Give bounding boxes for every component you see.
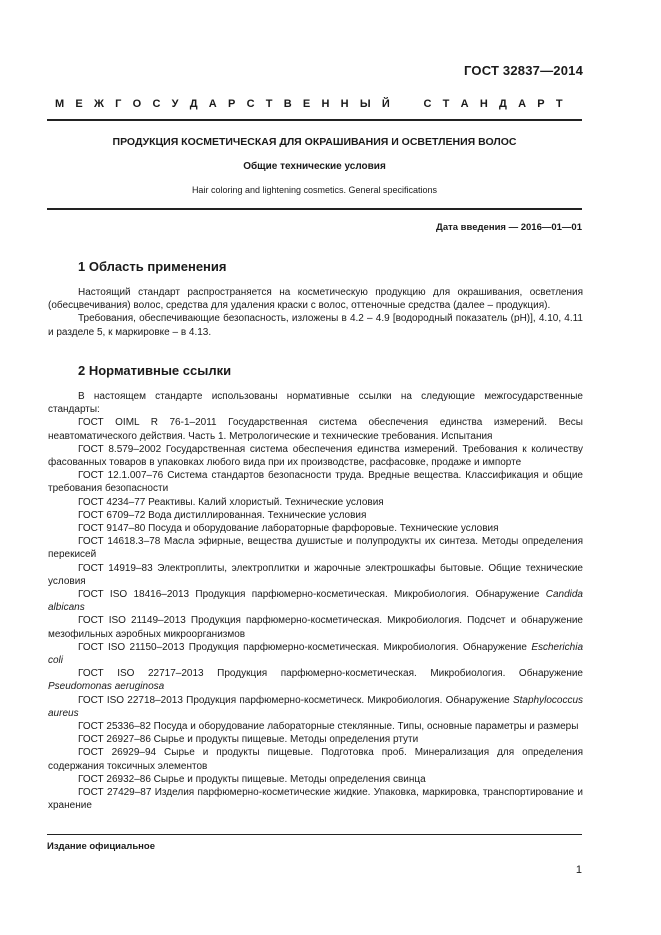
banner-letter: Н bbox=[340, 98, 349, 110]
reference-text: ГОСТ ISO 22717–2013 Продукция парфюмерно-косметическая. Микробиология. Обнаружение bbox=[78, 668, 583, 680]
footer-rule bbox=[47, 834, 582, 835]
banner-letter: М bbox=[55, 98, 65, 110]
normative-reference bbox=[48, 496, 583, 509]
interstate-standard-banner bbox=[55, 98, 563, 110]
reference-text: ГОСТ 26927–86 Сырье и продукты пищевые. Методы определения ртути bbox=[78, 734, 419, 746]
normative-reference bbox=[48, 522, 583, 535]
section-1-body bbox=[48, 286, 583, 339]
normative-reference bbox=[48, 773, 583, 786]
reference-text: ГОСТ 4234–77 Реактивы. Калий хлористый. Технические условия bbox=[78, 496, 384, 508]
reference-text: ГОСТ ISO 21150–2013 Продукция парфюмерно-косметическая. Микробиология. Обнаружение bbox=[78, 641, 527, 653]
reference-text: ГОСТ 14919–83 Электроплиты, электроплитки и жарочные электрошкафы бытовые. Общие технические условия bbox=[48, 562, 583, 587]
organism-name: Pseudomonas aeruginosa bbox=[48, 681, 165, 693]
reference-text: ГОСТ 12.1.007–76 Система стандартов безопасности труда. Вредные вещества. Классификация и общие требования безопасности bbox=[48, 470, 583, 495]
banner-letter: Г bbox=[115, 98, 122, 110]
banner-letter: С bbox=[423, 98, 432, 110]
section-1-paragraph: Требования, обеспечивающие безопасность, изложены в 4.2 – 4.9 [водородный показатель (pH)], 4.10, 4.11 и разделе 5, к маркировке – в 4.13. bbox=[48, 313, 583, 338]
normative-reference bbox=[48, 562, 583, 588]
reference-text: ГОСТ ISO 18416–2013 Продукция парфюмерно-косметическая. Микробиология. Обнаружение bbox=[78, 589, 540, 601]
normative-reference bbox=[48, 509, 583, 522]
banner-letter: Ж bbox=[93, 98, 104, 110]
banner-letter: Р bbox=[227, 98, 236, 110]
english-title: Hair coloring and lightening cosmetics. General specifications bbox=[191, 185, 438, 195]
normative-reference bbox=[48, 588, 583, 614]
banner-letter: А bbox=[518, 98, 527, 110]
organism-name: Escherichia coli bbox=[48, 641, 584, 667]
organism-name: Candida albicans bbox=[48, 589, 583, 614]
normative-reference bbox=[48, 720, 583, 733]
banner-letter: Н bbox=[321, 98, 330, 110]
reference-text: ГОСТ OIML R 76-1–2011 Государственная система обеспечения единства измерений. Весы неавтоматического действия. Часть 1. Метрологические и технические требования. Испытания bbox=[48, 417, 583, 442]
banner-letter: У bbox=[171, 98, 179, 110]
reference-text: ГОСТ ISO 22718–2013 Продукция парфюмерно-косметическ. Микробиология. Обнаружение bbox=[78, 694, 510, 706]
banner-letter: Е bbox=[75, 98, 83, 110]
banner-letter: Ы bbox=[359, 98, 371, 110]
edition-label: Издание официальное bbox=[47, 841, 155, 852]
reference-text: ГОСТ 9147–80 Посуда и оборудование лабораторные фарфоровые. Технические условия bbox=[78, 523, 499, 535]
reference-text: ГОСТ ISO 21149–2013 Продукция парфюмерно-косметическая. Микробиология. Подсчет и обнаружение мезофильных аэробных микроорганизмов bbox=[48, 615, 583, 640]
normative-reference bbox=[48, 614, 583, 640]
banner-letter: С bbox=[246, 98, 255, 110]
introduction-date: Дата введения — 2016—01—01 bbox=[436, 222, 582, 233]
page-number: 1 bbox=[575, 864, 582, 876]
reference-text: ГОСТ 25336–82 Посуда и оборудование лабораторные стеклянные. Типы, основные параметры и размеры bbox=[78, 721, 579, 733]
normative-reference bbox=[48, 786, 583, 812]
document-title: ПРОДУКЦИЯ КОСМЕТИЧЕСКАЯ ДЛЯ ОКРАШИВАНИЯ И ОСВЕТЛЕНИЯ ВОЛОС bbox=[112, 136, 517, 148]
normative-reference bbox=[48, 416, 583, 442]
normative-reference bbox=[48, 746, 583, 772]
section-2-heading: 2 Нормативные ссылки bbox=[78, 363, 232, 378]
banner-letter: Н bbox=[479, 98, 488, 110]
banner-letter: А bbox=[208, 98, 217, 110]
section-1-paragraph: Настоящий стандарт распространяется на косметическую продукцию для окрашивания, осветления (обесцвечивания) волос, средства для удаления краски с волос, оттеночные средства (далее – продукция). bbox=[48, 287, 583, 312]
section-1-heading: 1 Область применения bbox=[78, 259, 227, 274]
normative-reference bbox=[48, 469, 583, 495]
normative-reference bbox=[48, 667, 583, 693]
banner-letter: Т bbox=[555, 98, 563, 110]
banner-letter: А bbox=[460, 98, 469, 110]
banner-letter: Д bbox=[189, 98, 198, 110]
reference-text: ГОСТ 8.579–2002 Государственная система обеспечения единства измерений. Требования к количеству фасованных товаров в упаковках любого вида при их производстве, расфасовке, продаже и импорте bbox=[48, 443, 583, 469]
banner-letter: Д bbox=[499, 98, 507, 110]
banner-letter: Й bbox=[381, 98, 390, 110]
reference-text: ГОСТ 26932–86 Сырье и продукты пищевые. Методы определения свинца bbox=[78, 773, 426, 785]
normative-reference bbox=[48, 694, 583, 720]
banner-letter: В bbox=[283, 98, 292, 110]
normative-reference bbox=[48, 733, 583, 746]
normative-reference bbox=[48, 443, 583, 469]
banner-letter: Р bbox=[537, 98, 545, 110]
banner-letter: Е bbox=[302, 98, 311, 110]
normative-reference bbox=[48, 641, 583, 667]
section-2-intro: В настоящем стандарте использованы нормативные ссылки на следующие межгосударственные стандарты: bbox=[48, 391, 583, 416]
document-subtitle: Общие технические условия bbox=[243, 161, 386, 172]
normative-reference bbox=[48, 535, 583, 561]
title-rule bbox=[47, 208, 582, 210]
reference-text: ГОСТ 27429–87 Изделия парфюмерно-косметические жидкие. Упаковка, маркировка, транспортирование и хранение bbox=[48, 787, 583, 812]
reference-text: ГОСТ 26929–94 Сырье и продукты пищевые. Подготовка проб. Минерализация для определения содержания токсичных элементов bbox=[48, 747, 583, 772]
banner-letter: С bbox=[152, 98, 161, 110]
banner-letter: Т bbox=[442, 98, 450, 110]
organism-name: Staphylococcus aureus bbox=[48, 694, 584, 719]
section-2-body bbox=[48, 390, 583, 813]
header-rule bbox=[47, 119, 582, 121]
banner-letter: О bbox=[132, 98, 142, 110]
reference-text: ГОСТ 6709–72 Вода дистиллированная. Технические условия bbox=[78, 509, 367, 521]
banner-letter: Т bbox=[265, 98, 273, 110]
reference-text: ГОСТ 14618.3–78 Масла эфирные, вещества душистые и полупродукты их синтеза. Методы определения перекисей bbox=[48, 536, 583, 561]
standard-code: ГОСТ 32837—2014 bbox=[464, 63, 583, 78]
